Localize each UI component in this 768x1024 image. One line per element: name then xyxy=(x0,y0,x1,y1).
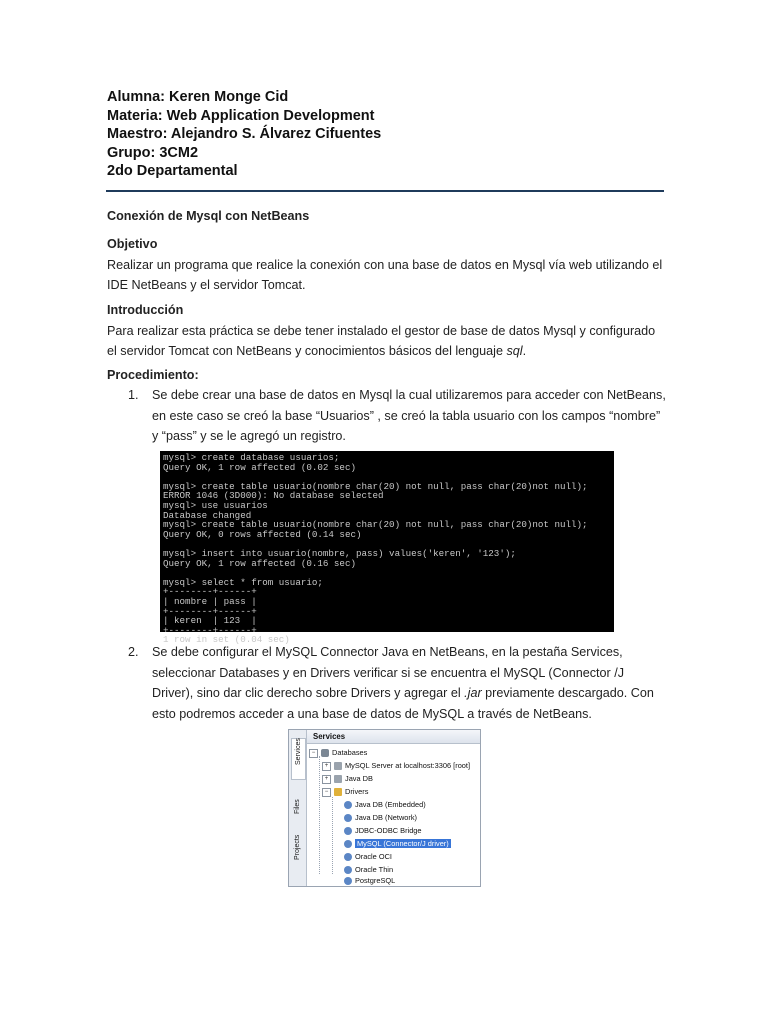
console-line: +--------+------+ xyxy=(163,605,257,617)
collapse-icon: − xyxy=(322,788,331,797)
tree-databases: − Databases xyxy=(309,747,367,758)
tree-driver-item: Java DB (Embedded) xyxy=(344,799,426,810)
console-line: mysql> create database usuarios; xyxy=(163,452,340,463)
student-name: Alumna: Keren Monge Cid xyxy=(107,89,289,105)
console-line: mysql> create table usuario(nombre char(20) not null, pass char(20)not null); xyxy=(163,519,588,531)
header-divider xyxy=(106,190,664,192)
document-header xyxy=(107,88,381,181)
folder-icon xyxy=(334,788,342,796)
tab-files: Files xyxy=(294,799,301,814)
services-panel-title: Services xyxy=(313,732,346,741)
driver-icon xyxy=(344,814,352,822)
step-number: 2. xyxy=(128,645,139,659)
introduction-line-1: Para realizar esta práctica se debe tener instalado el gestor de base de datos Mysql y configurado xyxy=(107,323,656,338)
sql-italic: sql xyxy=(506,344,523,358)
teacher: Maestro: Alejandro S. Álvarez Cifuentes xyxy=(107,126,382,142)
tree-driver-item: PostgreSQL xyxy=(344,875,395,886)
tree-mysql-server: + MySQL Server at localhost:3306 [root] xyxy=(322,760,470,771)
tree-javadb: + Java DB xyxy=(322,773,373,784)
driver-icon xyxy=(344,801,352,809)
console-line: Query OK, 0 rows affected (0.14 sec) xyxy=(163,528,362,540)
introduction-section xyxy=(107,300,667,362)
server-icon xyxy=(334,775,342,783)
driver-icon xyxy=(344,853,352,861)
netbeans-services-screenshot xyxy=(288,729,481,887)
tree-drivers: − Drivers xyxy=(322,786,368,797)
console-line: mysql> insert into usuario(nombre, pass) values('keren', '123'); xyxy=(163,547,516,559)
subject: Materia: Web Application Development xyxy=(107,107,375,124)
collapse-icon: − xyxy=(309,749,318,758)
step-1-line-1: Se debe crear una base de datos en Mysql la cual utilizaremos para acceder con NetBeans, xyxy=(152,388,666,402)
driver-icon xyxy=(344,877,352,885)
netbeans-side-tabs xyxy=(289,730,307,886)
step-2-line-2: seleccionar Databases y en Drivers verificar si se encuentra el MySQL (Connector /J xyxy=(152,665,624,680)
console-line: mysql> select * from usuario; xyxy=(163,576,323,588)
tab-services: Services xyxy=(291,738,306,780)
step-number: 1. xyxy=(128,388,139,402)
jar-italic: .jar xyxy=(464,686,482,700)
tab-projects: Projects xyxy=(294,834,301,860)
expand-icon: + xyxy=(322,762,331,771)
introduction-line-2: el servidor Tomcat con NetBeans y conocimientos básicos del lenguaje sql. xyxy=(107,344,527,358)
services-panel-header xyxy=(307,730,480,744)
step-2-line-4: esto podremos acceder a una base de datos de MySQL a través de NetBeans. xyxy=(152,706,592,721)
console-line: mysql> use usuarios xyxy=(163,499,268,511)
server-icon xyxy=(334,762,342,770)
console-line: +--------+------+ xyxy=(163,586,257,598)
procedure-heading: Procedimiento: xyxy=(107,368,199,382)
mysql-console-screenshot xyxy=(160,451,614,646)
database-icon xyxy=(321,749,329,757)
objective-section xyxy=(107,234,667,296)
tree-driver-item: JDBC-ODBC Bridge xyxy=(344,825,422,836)
tree-driver-item: Java DB (Network) xyxy=(344,812,417,823)
console-line: 1 row in set (0.04 sec) xyxy=(163,634,290,646)
procedure-step-1 xyxy=(107,385,667,447)
tree-driver-item: Oracle OCI xyxy=(344,851,392,862)
driver-icon xyxy=(344,840,352,848)
console-line: Query OK, 1 row affected (0.02 sec) xyxy=(163,461,356,473)
group: Grupo: 3CM2 xyxy=(107,144,199,161)
exam-label: 2do Departamental xyxy=(107,163,238,179)
introduction-heading: Introducción xyxy=(107,303,184,317)
expand-icon: + xyxy=(322,775,331,784)
document-title: Conexión de Mysql con NetBeans xyxy=(107,209,310,223)
objective-heading: Objetivo xyxy=(107,237,158,251)
step-1-line-2: en este caso se creó la base “Usuarios” , se creó la tabla usuario con los campos “nombre” xyxy=(152,408,661,423)
step-2-line-3: Driver), sino dar clic derecho sobre Drivers y agregar el .jar previamente descargado. Con xyxy=(152,686,654,700)
driver-icon xyxy=(344,827,352,835)
console-line: Query OK, 1 row affected (0.16 sec) xyxy=(163,557,356,569)
driver-icon xyxy=(344,866,352,874)
console-line: mysql> create table usuario(nombre char(20) not null, pass char(20)not null); xyxy=(163,480,588,492)
console-line: +--------+------+ xyxy=(163,624,257,636)
console-line: | keren | 123 | xyxy=(163,615,257,627)
console-line: | nombre | pass | xyxy=(163,595,257,607)
tree-driver-item: Oracle Thin xyxy=(344,864,393,875)
console-line: Database changed xyxy=(163,509,252,521)
procedure-step-2 xyxy=(107,642,667,726)
tree-driver-item-selected: MySQL (Connector/J driver) xyxy=(344,838,451,849)
console-line: ERROR 1046 (3D000): No database selected xyxy=(163,490,384,502)
objective-line-1: Realizar un programa que realice la conexión con una base de datos en Mysql vía web utilizando el xyxy=(107,257,663,272)
step-1-line-3: y “pass” y se le agregó un registro. xyxy=(152,429,346,443)
objective-line-2: IDE NetBeans y el servidor Tomcat. xyxy=(107,278,306,292)
step-2-line-1: Se debe configurar el MySQL Connector Java en NetBeans, en la pestaña Services, xyxy=(152,645,623,659)
